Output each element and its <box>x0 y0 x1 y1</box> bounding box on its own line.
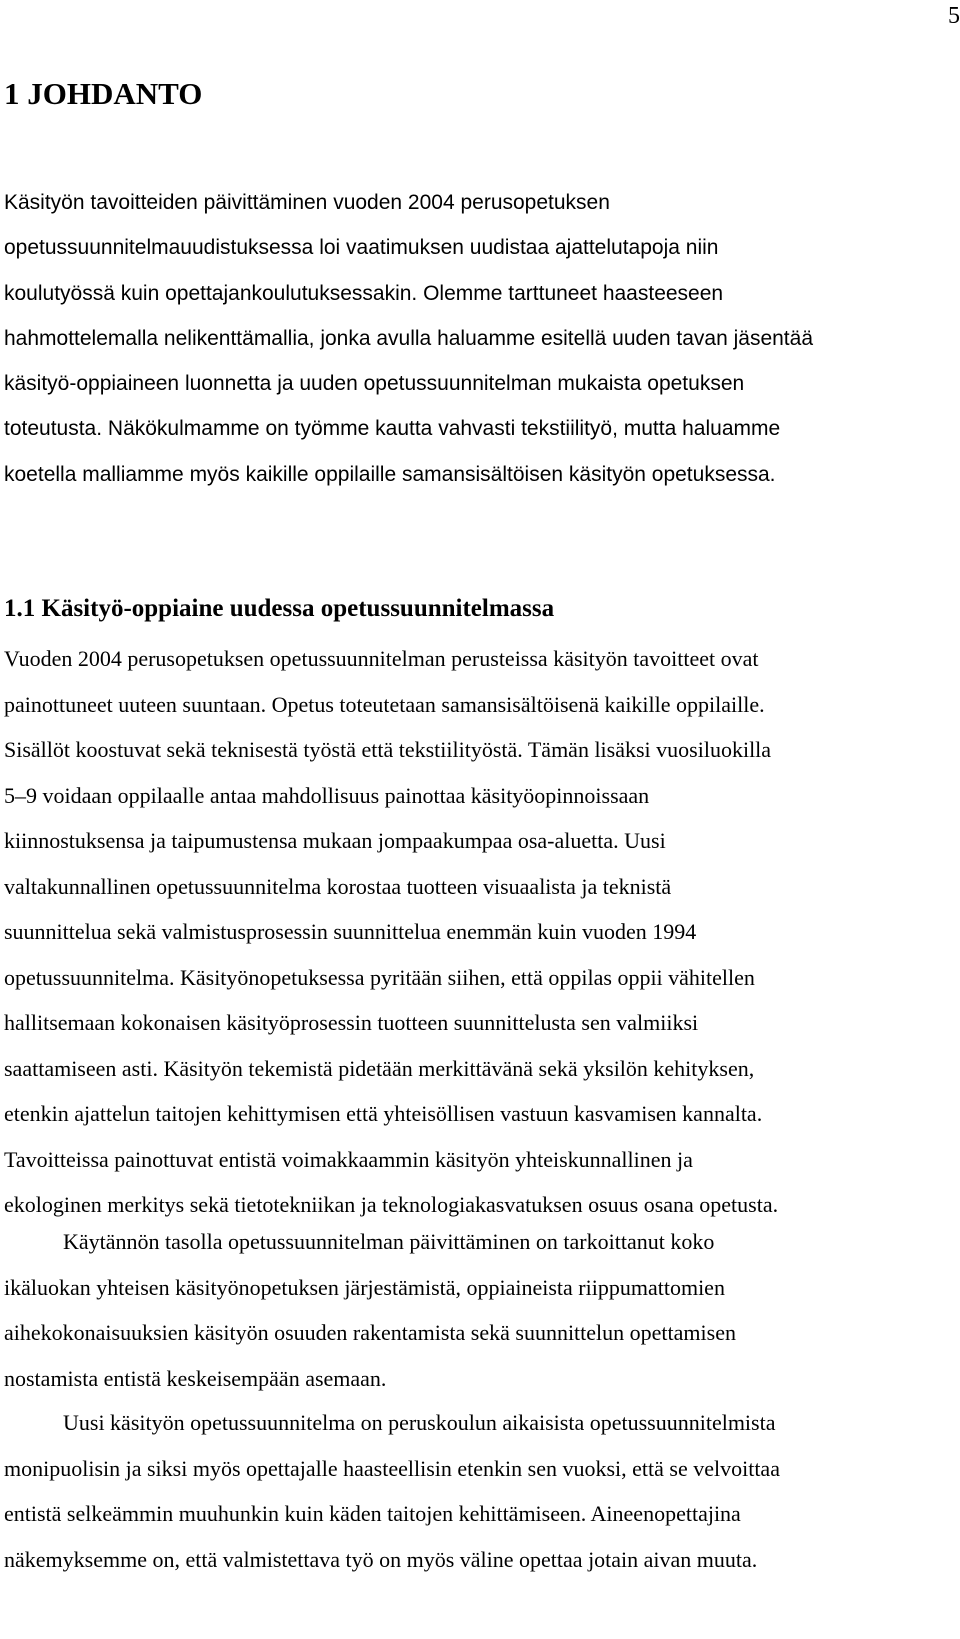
text-line: painottuneet uuteen suuntaan. Opetus toteutetaan samansisältöisenä kaikille oppilaille. <box>4 691 765 717</box>
text-line: näkemyksemme on, että valmistettava työ on myös väline opettaa jotain aivan muuta. <box>4 1546 758 1572</box>
text-line: opetussuunnitelmauudistuksessa loi vaatimuksen uudistaa ajattelutapoja niin <box>4 236 719 260</box>
text-line: ekologinen merkitys sekä tietotekniikan ja teknologiakasvatuksen osuus osana opetusta. <box>4 1192 779 1217</box>
text-line: entistä selkeämmin muuhunkin kuin käden taitojen kehittämiseen. Aineenopettajina <box>4 1501 741 1526</box>
text-line: Tavoitteissa painottuvat entistä voimakkaammin käsityön yhteiskunnallinen ja <box>4 1146 693 1172</box>
text-line: Uusi käsityön opetussuunnitelma on peruskoulun aikaisista opetussuunnitelmista <box>63 1410 776 1435</box>
text-line: hallitsemaan kokonaisen käsityöprosessin tuotteen suunnittelusta sen valmiiksi <box>4 1010 699 1035</box>
section-title: 1.1 Käsityö-oppiaine uudessa opetussuunnitelmassa <box>4 595 555 622</box>
body-paragraph-3 <box>4 1400 949 1582</box>
body-paragraph-1 <box>4 636 949 1228</box>
body-paragraph-2 <box>4 1219 949 1401</box>
text-line: etenkin ajattelun taitojen kehittymisen että yhteisöllisen vastuun kasvamisen kannalta. <box>4 1101 763 1126</box>
text-line: Käytännön tasolla opetussuunnitelman päivittäminen on tarkoittanut koko <box>63 1229 715 1254</box>
text-line: 5–9 voidaan oppilaalle antaa mahdollisuus painottaa käsityöopinnoissaan <box>4 782 650 808</box>
text-line: Käsityön tavoitteiden päivittäminen vuoden 2004 perusopetuksen <box>4 191 610 214</box>
text-line: toteutusta. Näkökulmamme on työmme kautta vahvasti tekstiilityö, mutta haluamme <box>4 417 781 441</box>
text-line: suunnittelua sekä valmistusprosessin suunnittelua enemmän kuin vuoden 1994 <box>4 919 697 944</box>
intro-paragraph <box>4 180 956 497</box>
chapter-title: 1 JOHDANTO <box>4 76 203 111</box>
text-line: nostamista entistä keskeisempään asemaan. <box>4 1365 387 1391</box>
text-line: ikäluokan yhteisen käsityönopetuksen järjestämistä, oppiaineista riippumattomien <box>4 1274 725 1300</box>
text-line: monipuolisin ja siksi myös opettajalle haasteellisin etenkin sen vuoksi, että se velvoittaa <box>4 1455 780 1481</box>
text-line: kiinnostuksensa ja taipumustensa mukaan jompaakumpaa osa-aluetta. Uusi <box>4 828 666 853</box>
text-line: koetella malliamme myös kaikille oppilaille samansisältöisen käsityön opetuksessa. <box>4 462 776 486</box>
text-line: koulutyössä kuin opettajankoulutuksessakin. Olemme tarttuneet haasteeseen <box>4 281 724 305</box>
text-line: aihekokonaisuuksien käsityön osuuden rakentamista sekä suunnittelun opettamisen <box>4 1320 736 1345</box>
text-line: Sisällöt koostuvat sekä teknisestä työstä että tekstiilityöstä. Tämän lisäksi vuosiluokilla <box>4 737 772 762</box>
text-line: opetussuunnitelma. Käsityönopetuksessa pyritään siihen, että oppilas oppii vähitellen <box>4 964 755 990</box>
text-line: saattamiseen asti. Käsityön tekemistä pidetään merkittävänä sekä yksilön kehityksen, <box>4 1055 755 1081</box>
text-line: hahmottelemalla nelikenttämallia, jonka avulla haluamme esitellä uuden tavan jäsentää <box>4 326 813 350</box>
page-number: 5 <box>948 3 960 29</box>
text-line: Vuoden 2004 perusopetuksen opetussuunnitelman perusteissa käsityön tavoitteet ovat <box>4 646 759 671</box>
text-line: käsityö-oppiaineen luonnetta ja uuden opetussuunnitelman mukaista opetuksen <box>4 372 745 396</box>
text-line: valtakunnallinen opetussuunnitelma korostaa tuotteen visuaalista ja teknistä <box>4 873 672 899</box>
